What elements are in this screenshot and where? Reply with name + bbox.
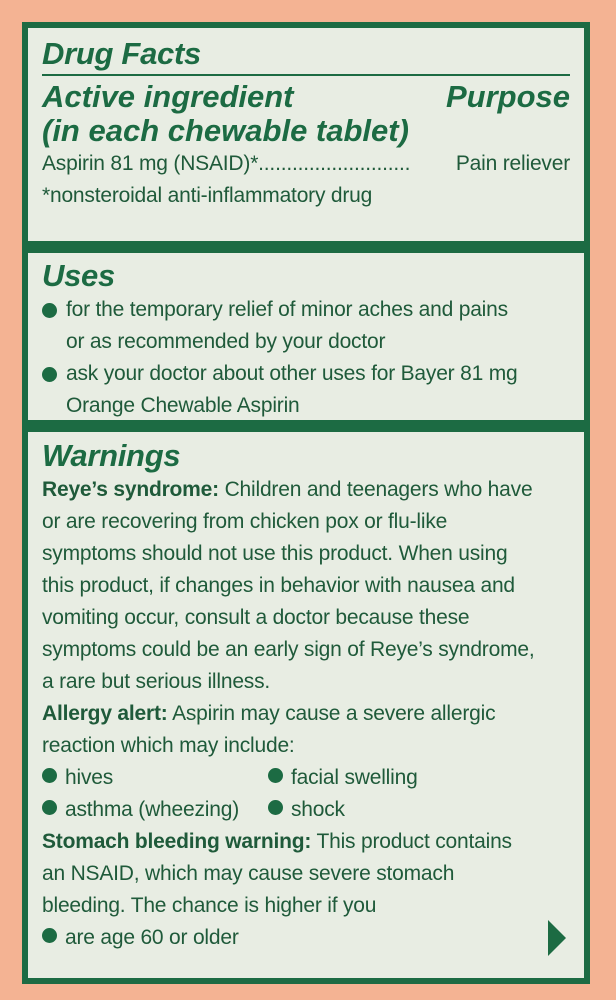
bullet-icon <box>42 800 57 815</box>
reye-line: this product, if changes in behavior with nausea and <box>42 574 515 597</box>
reye-line: a rare but serious illness. <box>42 670 271 693</box>
reye-warning <box>42 474 570 698</box>
allergy-line: Aspirin may cause a severe allergic <box>167 702 496 725</box>
stomach-line: bleeding. The chance is higher if you <box>42 894 377 917</box>
uses-item <box>42 294 570 358</box>
reye-line: symptoms could be an early sign of Reye’s syndrome, <box>42 638 535 661</box>
nsaid-footnote: *nonsteroidal anti-inflammatory drug <box>42 184 373 207</box>
bullet-icon <box>42 367 57 382</box>
allergy-item: facial swelling <box>268 762 570 794</box>
ingredient-line: Aspirin 81 mg (NSAID)*........................... <box>42 152 411 175</box>
warnings-title: Warnings <box>42 438 181 473</box>
bullet-icon <box>268 768 283 783</box>
reye-line: symptoms should not use this product. When using <box>42 542 508 565</box>
stomach-label: Stomach bleeding warning: <box>42 830 312 853</box>
active-ingredient-heading: Active ingredient <box>42 79 294 114</box>
bullet-icon <box>42 303 57 318</box>
warnings-section <box>42 438 570 954</box>
allergy-alert <box>42 698 570 762</box>
stomach-line: This product contains <box>311 830 512 853</box>
reye-line: or are recovering from chicken pox or flu-like <box>42 510 448 533</box>
drug-facts-panel <box>22 22 590 984</box>
bullet-icon <box>268 800 283 815</box>
drug-facts-title: Drug Facts <box>42 36 201 71</box>
purpose-value: Pain reliever <box>455 152 570 175</box>
section-divider <box>28 241 584 253</box>
uses-item-line: Orange Chewable Aspirin <box>66 394 300 417</box>
uses-item-line: or as recommended by your doctor <box>66 330 386 353</box>
allergy-line: reaction which may include: <box>42 734 295 757</box>
drug-facts-section <box>42 36 570 212</box>
uses-item <box>42 358 570 422</box>
allergy-label: Allergy alert: <box>42 702 168 725</box>
uses-item-line: ask your doctor about other uses for Bayer 81 mg <box>66 362 518 385</box>
uses-item-line: for the temporary relief of minor aches and pains <box>66 298 508 321</box>
title-rule <box>42 74 570 76</box>
ingredient-row <box>42 148 570 180</box>
reye-line: Children and teenagers who have <box>218 478 533 501</box>
ingredient-header-row <box>42 80 570 148</box>
active-ingredient-subheading: (in each chewable tablet) <box>42 113 409 148</box>
reye-label: Reye’s syndrome: <box>42 478 219 501</box>
stomach-bleeding-warning <box>42 826 570 954</box>
continue-arrow-icon <box>548 920 566 956</box>
uses-section <box>42 258 570 422</box>
allergy-items <box>42 762 570 826</box>
bullet-icon <box>42 768 57 783</box>
stomach-line: an NSAID, which may cause severe stomach <box>42 862 455 885</box>
allergy-item: asthma (wheezing) <box>42 794 268 826</box>
bullet-icon <box>42 928 57 943</box>
section-divider <box>28 420 584 432</box>
allergy-item: shock <box>268 794 570 826</box>
purpose-heading: Purpose <box>445 79 570 114</box>
uses-title: Uses <box>42 258 115 293</box>
reye-line: vomiting occur, consult a doctor because these <box>42 606 470 629</box>
allergy-item: hives <box>42 762 268 794</box>
stomach-item: are age 60 or older <box>42 922 570 954</box>
